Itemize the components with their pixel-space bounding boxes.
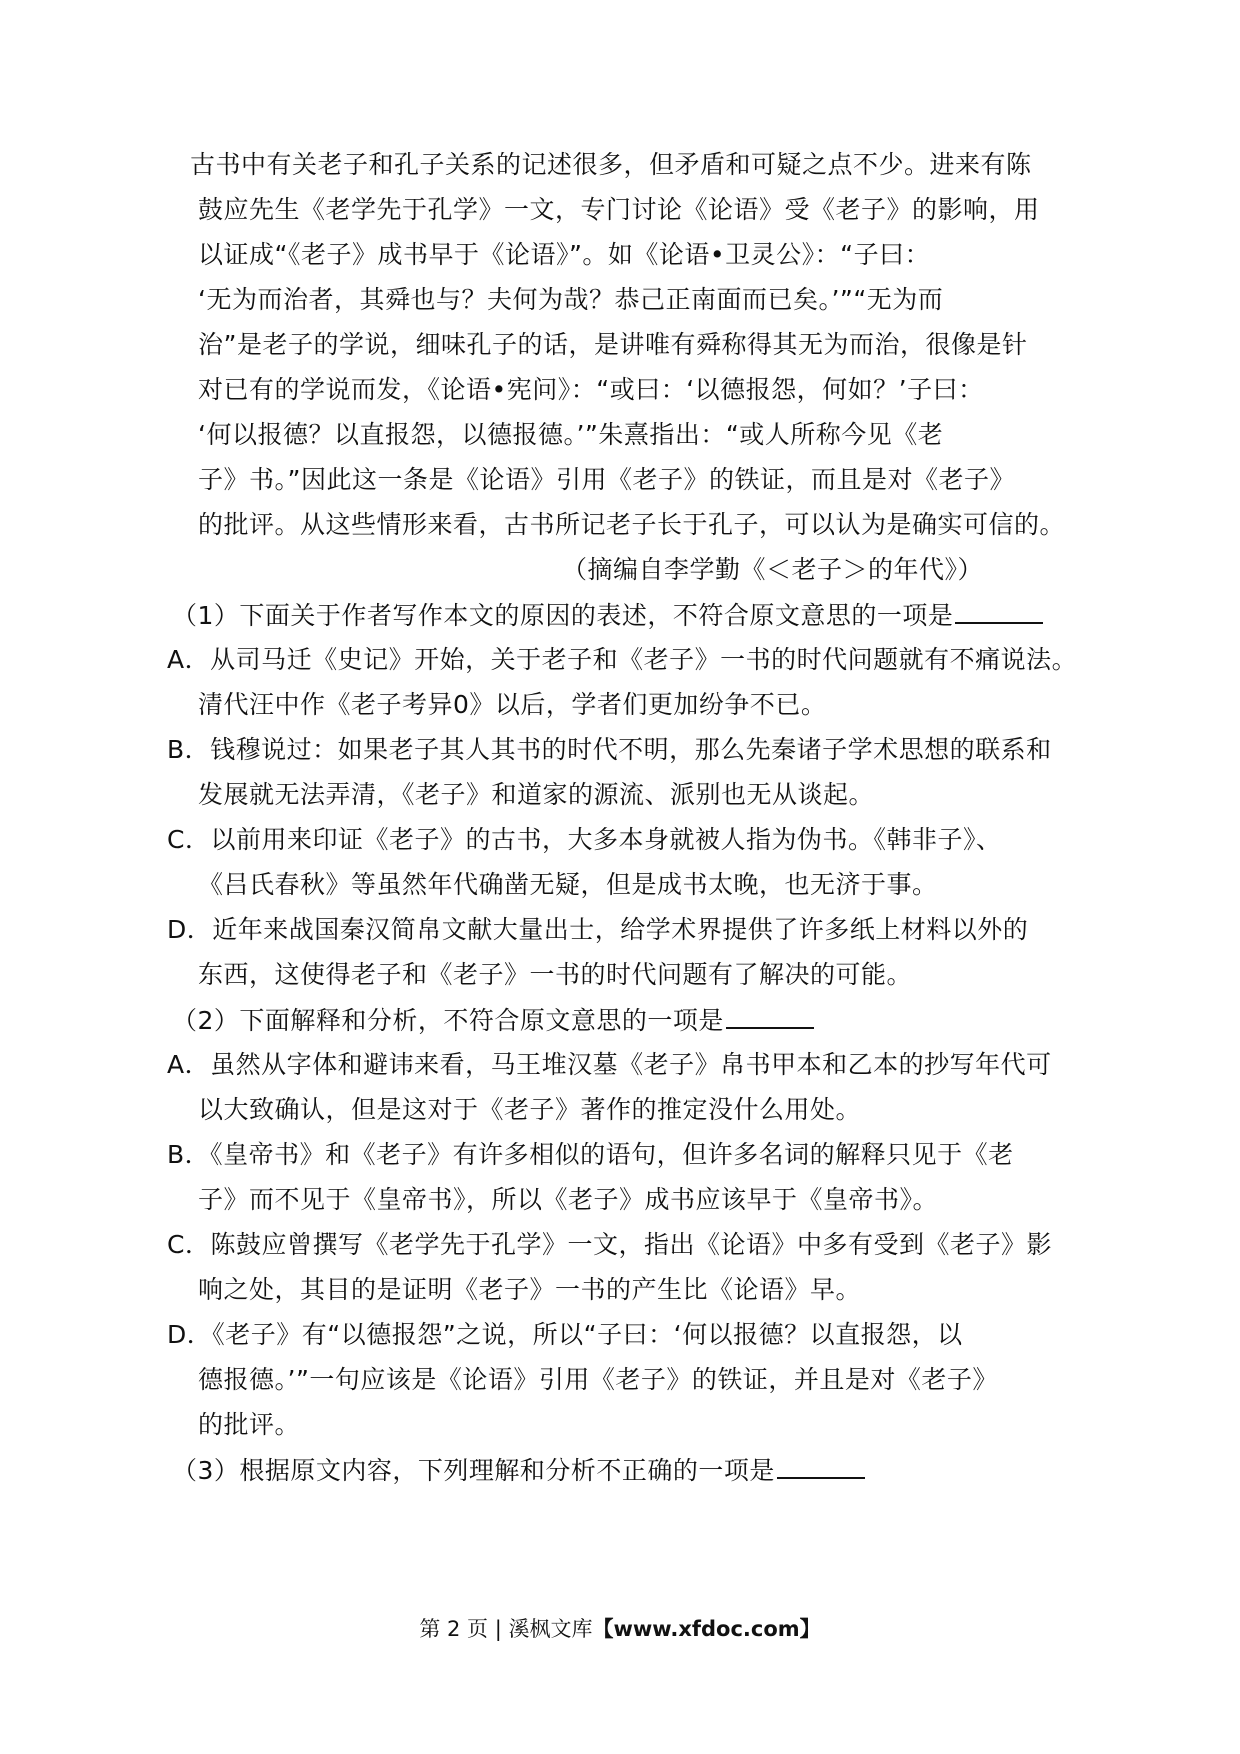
footer-separator: | bbox=[494, 1617, 502, 1641]
option-a: A．从司马迁《史记》开始，关于老子和《老子》一书的时代问题就有不痛说法。 bbox=[167, 645, 1078, 674]
option-d: D．《老子》有“以德报怨”之说，所以“子曰：‘何以报德？以直报怨，以 bbox=[167, 1320, 963, 1349]
passage-line: 子》书。”因此这一条是《论语》引用《老子》的铁证，而且是对《老子》 bbox=[198, 465, 1015, 494]
answer-blank[interactable] bbox=[777, 1453, 865, 1479]
option-d-cont: 的批评。 bbox=[198, 1410, 301, 1439]
option-c-cont: 响之处，其目的是证明《老子》一书的产生比《论语》早。 bbox=[198, 1275, 862, 1304]
option-d-cont: 东西，这使得老子和《老子》一书的时代问题有了解决的可能。 bbox=[198, 960, 913, 989]
option-a: A．虽然从字体和避讳来看，马王堆汉墓《老子》帛书甲本和乙本的抄写年代可 bbox=[167, 1050, 1052, 1079]
question-stem: （1）下面关于作者写作本文的原因的表述，不符合原文意思的一项是 bbox=[172, 598, 1043, 633]
page-number: 第 2 页 bbox=[419, 1617, 489, 1641]
passage-line: 以证成“《老子》成书早于《论语》”。如《论语•卫灵公》：“子曰： bbox=[198, 240, 931, 269]
passage-line: 的批评。从这些情形来看，古书所记老子长于孔子，可以认为是确实可信的。 bbox=[198, 510, 1066, 539]
passage-line: 治”是老子的学说，细味孔子的话，是讲唯有舜称得其无为而治，很像是针 bbox=[198, 330, 1028, 359]
page-footer bbox=[0, 1614, 1240, 1644]
passage-line: 鼓应先生《老学先于孔学》一文，专门讨论《论语》受《老子》的影响，用 bbox=[198, 195, 1040, 224]
passage-source: （摘编自李学勤《＜老子＞的年代》） bbox=[562, 555, 984, 584]
option-c-cont: 《吕氏春秋》等虽然年代确凿无疑，但是成书太晚，也无济于事。 bbox=[198, 870, 938, 899]
passage-line: ‘何以报德？以直报怨，以德报德。’”朱熹指出：“或人所称今见《老 bbox=[198, 420, 944, 449]
option-b-cont: 发展就无法弄清，《老子》和道家的源流、派别也无从谈起。 bbox=[198, 780, 875, 809]
option-d-cont: 德报德。’”一句应该是《论语》引用《老子》的铁证，并且是对《老子》 bbox=[198, 1365, 998, 1394]
answer-blank[interactable] bbox=[955, 598, 1043, 624]
option-b: B．《皇帝书》和《老子》有许多相似的语句，但许多名词的解释只见于《老 bbox=[167, 1140, 1014, 1169]
option-d: D．近年来战国秦汉简帛文献大量出士，给学术界提供了许多纸上材料以外的 bbox=[167, 915, 1029, 944]
option-b: B．钱穆说过：如果老子其人其书的时代不明，那么先秦诸子学术思想的联系和 bbox=[167, 735, 1052, 764]
passage-line: 古书中有关老子和孔子关系的记述很多，但矛盾和可疑之点不少。进来有陈 bbox=[190, 150, 1032, 179]
passage-line: ‘无为而治者，其舜也与？夫何为哉？恭己正南面而已矣。’”“无为而 bbox=[198, 285, 944, 314]
question-stem: （2）下面解释和分析，不符合原文意思的一项是 bbox=[172, 1003, 814, 1038]
option-a-cont: 以大致确认，但是这对于《老子》著作的推定没什么用处。 bbox=[198, 1095, 862, 1124]
option-c: C．陈鼓应曾撰写《老学先于孔学》一文，指出《论语》中多有受到《老子》影 bbox=[167, 1230, 1052, 1259]
site-link[interactable]: 【www.xfdoc.com】 bbox=[592, 1617, 821, 1641]
question-stem: （3）根据原文内容，下列理解和分析不正确的一项是 bbox=[172, 1453, 865, 1488]
library-name: 溪枫文库 bbox=[508, 1617, 593, 1641]
option-c: C．以前用来印证《老子》的古书，大多本身就被人指为伪书。《韩非子》、 bbox=[167, 825, 1002, 854]
option-a-cont: 清代汪中作《老子考异0》以后，学者们更加纷争不已。 bbox=[198, 690, 827, 719]
answer-blank[interactable] bbox=[726, 1003, 814, 1029]
passage-line: 对已有的学说而发，《论语•宪问》：“或曰：‘以德报怨，何如？’子曰： bbox=[198, 375, 984, 404]
option-b-cont: 子》而不见于《皇帝书》，所以《老子》成书应该早于《皇帝书》。 bbox=[198, 1185, 939, 1214]
